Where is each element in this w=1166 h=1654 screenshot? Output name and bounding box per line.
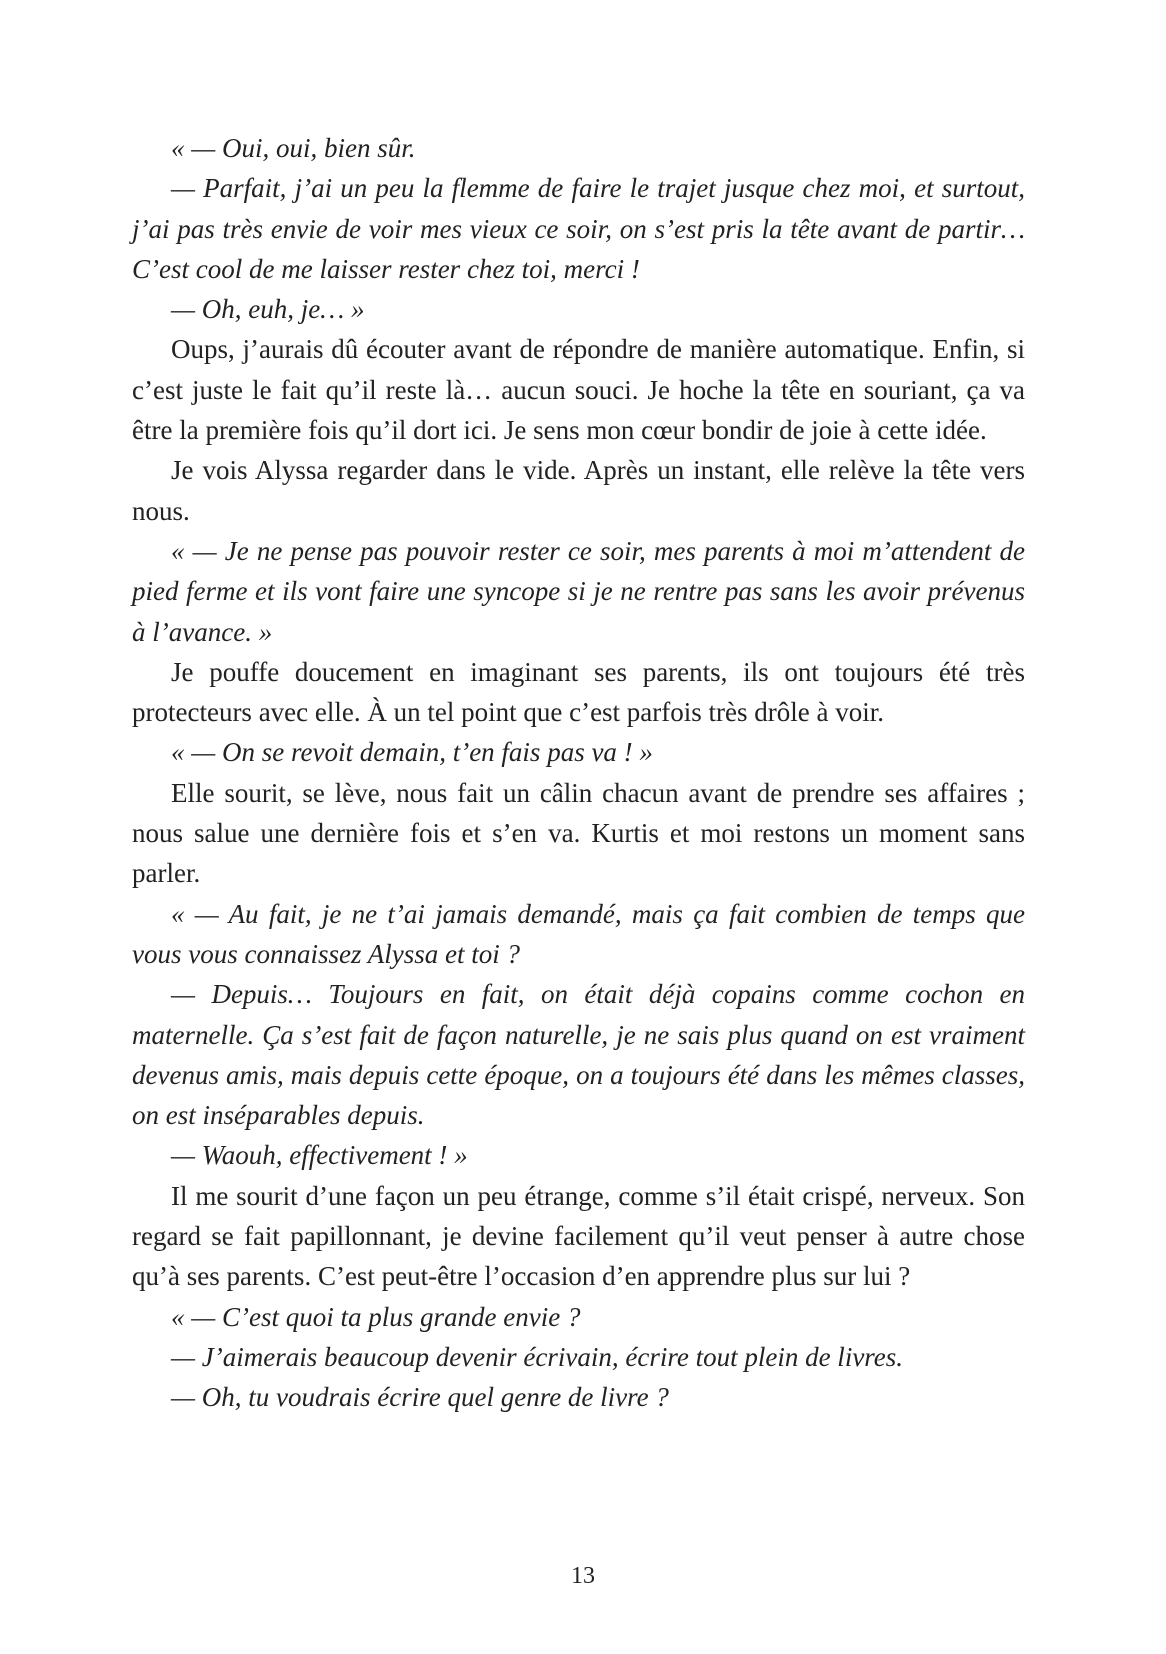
dialogue-paragraph: — J’aimerais beaucoup devenir écrivain, écrire tout plein de livres.	[171, 1341, 904, 1372]
dialogue-paragraph: — Oh, tu voudrais écrire quel genre de livre ?	[171, 1382, 669, 1413]
narrative-paragraph: Oups, j’aurais dû écouter avant de répondre de manière automatique. Enfin, si c’est juste le fait qu’il reste là… aucun souci. Je hoche la tête en souriant, ça va être la première fois qu’il dort ici. Je sens mon cœur bondir de joie à cette idée.	[132, 334, 1025, 446]
dialogue-paragraph: « — Au fait, je ne t’ai jamais demandé, mais ça fait combien de temps que vous vous connaissez Alyssa et toi ?	[132, 898, 1025, 969]
dialogue-paragraph: — Depuis… Toujours en fait, on était déjà copains comme cochon en maternelle. Ça s’est fait de façon naturelle, je ne sais plus quand on est vraiment devenus amis, mais depuis cette époque, on a toujours été dans les mêmes classes, on est inséparables depuis.	[132, 979, 1025, 1131]
dialogue-paragraph: — Parfait, j’ai un peu la flemme de faire le trajet jusque chez moi, et surtout, j’ai pas très envie de voir mes vieux ce soir, on s’est pris la tête avant de partir… C’est cool de me laisser rester chez toi, merci !	[132, 173, 1025, 284]
dialogue-paragraph: « — C’est quoi ta plus grande envie ?	[171, 1301, 581, 1332]
dialogue-paragraph: — Oh, euh, je… »	[171, 294, 365, 325]
narrative-paragraph: Il me sourit d’une façon un peu étrange, comme s’il était crispé, nerveux. Son regard se fait papillonnant, je devine facilement qu’il veut penser à autre chose qu’à ses parents. C’est peut-être l’occasion d’en apprendre plus sur lui ?	[132, 1180, 1025, 1292]
narrative-paragraph: Elle sourit, se lève, nous fait un câlin chacun avant de prendre ses affaires ; nous salue une dernière fois et s’en va. Kurtis et moi restons un moment sans parler.	[132, 777, 1025, 889]
dialogue-paragraph: — Waouh, effectivement ! »	[171, 1140, 468, 1171]
page-number: 13	[571, 1563, 595, 1589]
narrative-paragraph: Je vois Alyssa regarder dans le vide. Après un instant, elle relève la tête vers nous.	[132, 455, 1025, 526]
dialogue-paragraph: « — Oui, oui, bien sûr.	[171, 133, 416, 163]
body-text	[132, 128, 1025, 1418]
narrative-paragraph: Je pouffe doucement en imaginant ses parents, ils ont toujours été très protecteurs avec elle. À un tel point que c’est parfois très drôle à voir.	[132, 656, 1025, 728]
dialogue-paragraph: « — On se revoit demain, t’en fais pas va ! »	[171, 737, 653, 768]
dialogue-paragraph: « — Je ne pense pas pouvoir rester ce soir, mes parents à moi m’attendent de pied ferme et ils vont faire une syncope si je ne rentre pas sans les avoir prévenus à l’avance. »	[132, 535, 1025, 647]
